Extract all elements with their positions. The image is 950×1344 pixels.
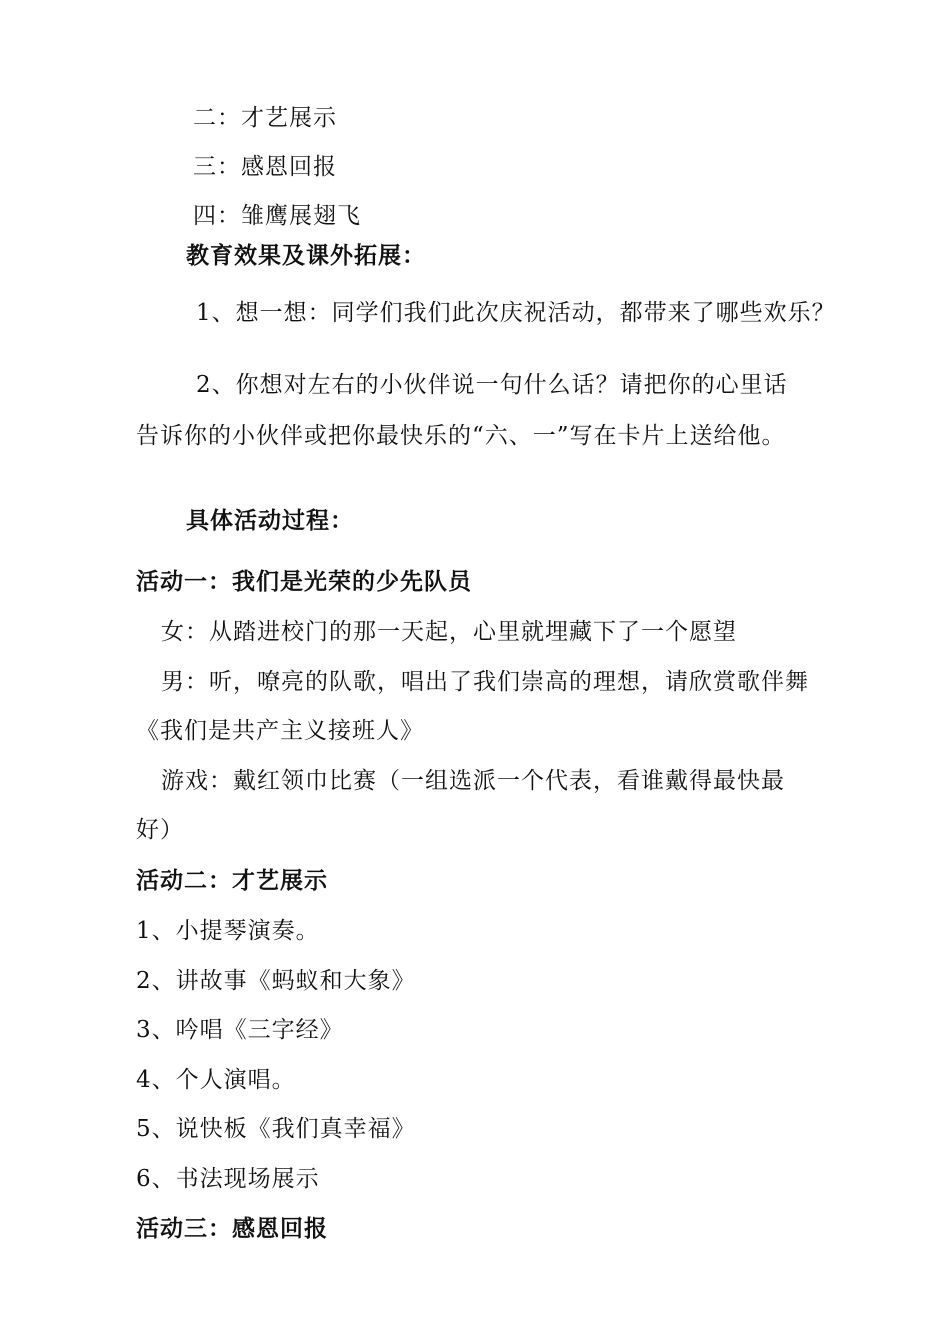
list-item-2: 2、讲故事《蚂蚁和大象》 xyxy=(136,968,416,994)
list-item-1: 1、小提琴演奏。 xyxy=(136,918,320,944)
activity-1-heading: 活动一：我们是光荣的少先队员 xyxy=(136,568,472,595)
section-heading-activity-process: 具体活动过程： xyxy=(186,507,354,534)
outline-item-4: 四：雏鹰展翅飞 xyxy=(193,203,361,229)
activity-2-heading: 活动二：才艺展示 xyxy=(136,867,328,894)
paragraph-say-line2: 告诉你的小伙伴或把你最快乐的“六、一”写在卡片上送给他。 xyxy=(136,423,786,449)
outline-item-3: 三：感恩回报 xyxy=(193,154,337,180)
game-description-line1: 游戏：戴红领巾比赛（一组选派一个代表，看谁戴得最快最 xyxy=(161,768,785,794)
dialogue-female: 女：从踏进校门的那一天起，心里就埋藏下了一个愿望 xyxy=(161,619,737,645)
section-heading-education-effect: 教育效果及课外拓展： xyxy=(186,242,426,269)
paragraph-think: 1、想一想：同学们我们此次庆祝活动，都带来了哪些欢乐？ xyxy=(196,300,836,326)
activity-3-heading: 活动三：感恩回报 xyxy=(136,1215,328,1242)
list-item-3: 3、吟唱《三字经》 xyxy=(136,1017,344,1043)
outline-item-2: 二：才艺展示 xyxy=(193,105,337,131)
song-title: 《我们是共产主义接班人》 xyxy=(136,718,424,744)
game-description-line2: 好） xyxy=(136,817,184,843)
dialogue-male: 男：听，嘹亮的队歌，唱出了我们崇高的理想，请欣赏歌伴舞 xyxy=(161,669,809,695)
list-item-5: 5、说快板《我们真幸福》 xyxy=(136,1116,416,1142)
list-item-4: 4、个人演唱。 xyxy=(136,1067,296,1093)
list-item-6: 6、书法现场展示 xyxy=(136,1166,320,1192)
paragraph-say-line1: 2、你想对左右的小伙伴说一句什么话？请把你的心里话 xyxy=(196,372,788,398)
